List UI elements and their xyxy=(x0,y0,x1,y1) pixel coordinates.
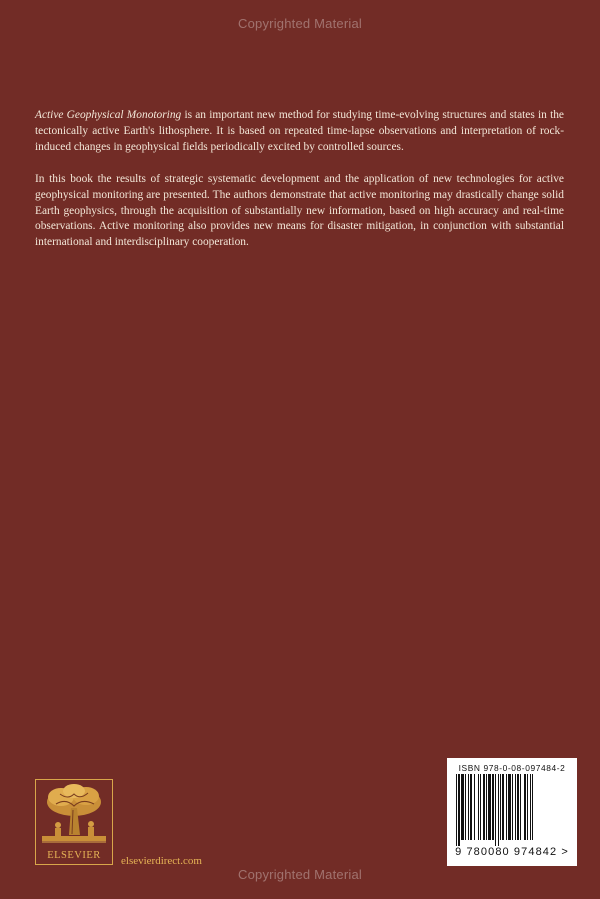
barcode-bar xyxy=(486,774,487,840)
isbn-label: ISBN 978-0-08-097484-2 xyxy=(458,763,566,773)
barcode-bar xyxy=(506,774,507,840)
barcode-bar xyxy=(492,774,494,840)
barcode-bar xyxy=(483,774,485,840)
barcode-bar xyxy=(517,774,519,840)
barcode-bar xyxy=(515,774,516,840)
barcode-bar xyxy=(530,774,531,840)
barcode-bar xyxy=(478,774,479,840)
barcode-bar xyxy=(520,774,521,840)
barcode-bar xyxy=(480,774,481,840)
copyright-watermark-top: Copyrighted Material xyxy=(238,16,362,31)
barcode-bar xyxy=(470,774,472,840)
blurb-paragraph-1-text: is an important new method for studying time-evolving structures and states in the tectonically active Earth's lithosphere. It is based on repeated time-lapse observations and interpretation of rock-induced changes in geophysical fields periodically excited by controlled sources. xyxy=(35,109,564,153)
publisher-website-link[interactable]: elsevierdirect.com xyxy=(121,855,202,867)
barcode-bar xyxy=(456,774,457,846)
barcode-bar xyxy=(468,774,469,840)
barcode-bar xyxy=(524,774,526,840)
barcode-bar xyxy=(502,774,504,840)
ean-digits: 9 780080 974842 > xyxy=(455,846,569,858)
blurb-paragraph-1 xyxy=(35,108,564,155)
barcode-bars xyxy=(456,774,568,846)
barcode-bar xyxy=(474,774,475,840)
blurb-paragraph-2: In this book the results of strategic systematic development and the application of new technologies for active geophysical monitoring are presented. The authors demonstrate that active monitoring may drastically change solid Earth geophysics, through the acquisition of substantially new information, based on high accuracy and real-time observations. Active monitoring also provides new means for disaster mitigation, in conjunction with substantial international and interdisciplinary cooperation. xyxy=(35,173,564,249)
barcode-bar xyxy=(508,774,511,840)
barcode-bar xyxy=(512,774,513,840)
elsevier-logo xyxy=(35,779,113,865)
barcode-bar xyxy=(461,774,464,840)
barcode-bar xyxy=(500,774,501,840)
barcode-bar xyxy=(488,774,491,840)
copyright-watermark-bottom: Copyrighted Material xyxy=(238,867,362,882)
elsevier-tree-logo-icon xyxy=(36,780,112,848)
publisher-name: ELSEVIER xyxy=(47,850,101,861)
barcode-bar xyxy=(458,774,460,846)
book-title-italic: Active Geophysical Monotoring xyxy=(35,109,182,121)
barcode-bar xyxy=(532,774,533,840)
barcode-bar xyxy=(498,774,499,846)
barcode-bar xyxy=(495,774,496,846)
isbn-barcode xyxy=(447,758,577,866)
barcode-bar xyxy=(465,774,466,840)
barcode-bar xyxy=(527,774,528,840)
